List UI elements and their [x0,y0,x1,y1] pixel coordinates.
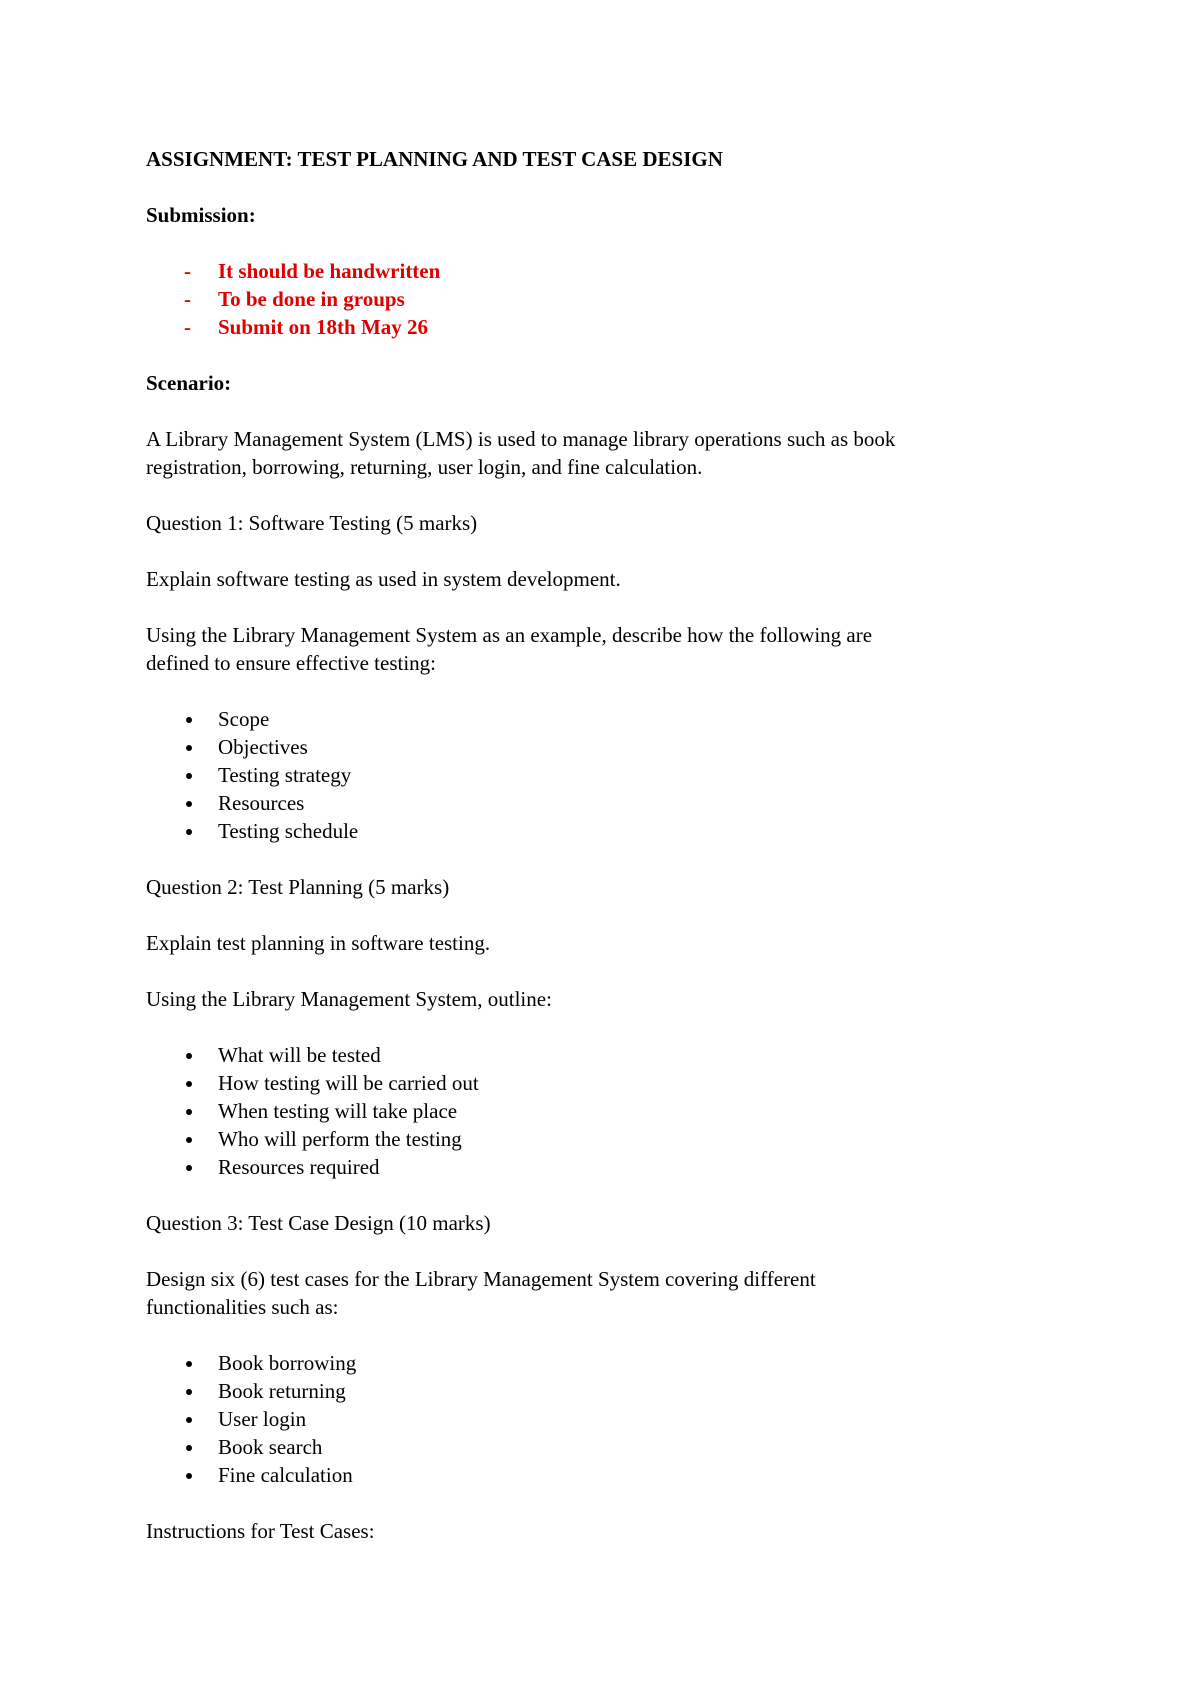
question1-intro-line: Using the Library Management System as an example, describe how the following are [146,623,873,647]
scenario-text-line: registration, borrowing, returning, user login, and fine calculation. [146,455,703,479]
bullet-icon [186,1389,192,1395]
question2-heading: Question 2: Test Planning (5 marks) [146,875,450,899]
list-item: Objectives [146,733,1046,761]
bullet-icon [186,717,192,723]
dash-marker: - [184,287,191,311]
document-title: ASSIGNMENT: TEST PLANNING AND TEST CASE DESIGN [146,147,723,171]
question1-intro-line: defined to ensure effective testing: [146,651,437,675]
bullet-icon [186,1417,192,1423]
list-item: Fine calculation [146,1461,1046,1489]
bullet-icon [186,1473,192,1479]
question3-heading: Question 3: Test Case Design (10 marks) [146,1211,491,1235]
dash-marker: - [184,315,191,339]
submission-list [146,257,1046,341]
question2-intro: Using the Library Management System, outline: [146,987,552,1011]
bullet-icon [186,745,192,751]
bullet-icon [186,773,192,779]
bullet-icon [186,1361,192,1367]
list-item: Book search [146,1433,1046,1461]
submission-item: - To be done in groups [184,287,405,311]
question3-intro-line: Design six (6) test cases for the Library Management System covering different [146,1267,816,1291]
list-item: What will be tested [146,1041,1046,1069]
submission-heading: Submission: [146,203,256,227]
list-item: When testing will take place [146,1097,1046,1125]
list-item: Book borrowing [146,1349,1046,1377]
scenario-heading: Scenario: [146,371,232,395]
bullet-icon [186,801,192,807]
question1-list [146,705,1046,845]
list-item: Testing strategy [146,761,1046,789]
list-item: User login [146,1405,1046,1433]
list-item: Resources required [146,1153,1046,1181]
question1-explain: Explain software testing as used in system development. [146,567,621,591]
bullet-icon [186,1081,192,1087]
bullet-icon [186,1053,192,1059]
submission-item: - It should be handwritten [184,259,441,283]
submission-item: - Submit on 18th May 26 [184,315,429,339]
dash-marker: - [184,259,191,283]
test-case-instructions: Instructions for Test Cases: [146,1519,375,1543]
list-item: Scope [146,705,1046,733]
bullet-icon [186,1165,192,1171]
list-item: Book returning [146,1377,1046,1405]
question2-list [146,1041,1046,1181]
question3-intro-line: functionalities such as: [146,1295,339,1319]
bullet-icon [186,829,192,835]
list-item: Who will perform the testing [146,1125,1046,1153]
question3-list [146,1349,1046,1489]
question2-explain: Explain test planning in software testing. [146,931,491,955]
bullet-icon [186,1445,192,1451]
question1-heading: Question 1: Software Testing (5 marks) [146,511,478,535]
bullet-icon [186,1109,192,1115]
list-item: Testing schedule [146,817,1046,845]
bullet-icon [186,1137,192,1143]
document-page [146,145,1046,1545]
list-item: How testing will be carried out [146,1069,1046,1097]
list-item: Resources [146,789,1046,817]
scenario-text-line: A Library Management System (LMS) is used to manage library operations such as book [146,427,896,451]
